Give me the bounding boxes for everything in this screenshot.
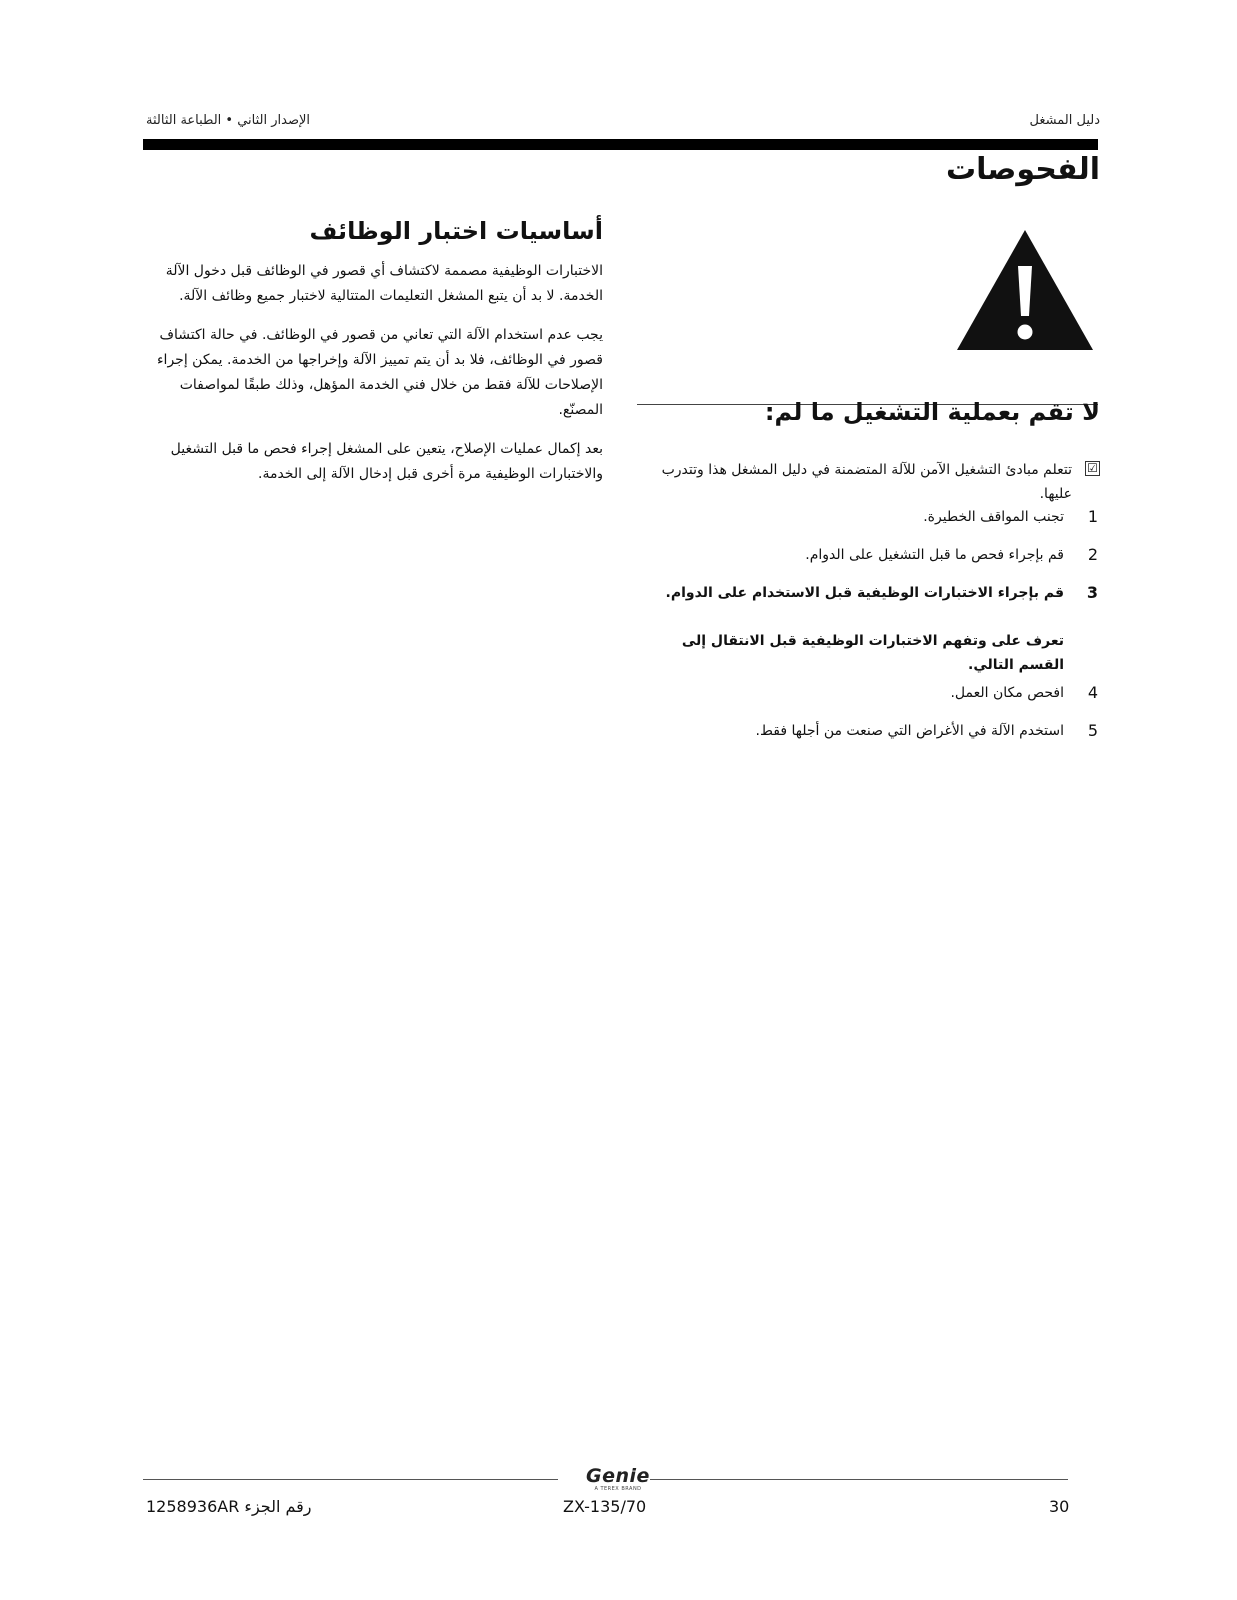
step-number: 2 — [1087, 545, 1098, 564]
step-number: 1 — [1087, 507, 1098, 526]
function-tests-body — [139, 259, 603, 501]
step-number: 3 — [1086, 583, 1098, 602]
do-not-operate-title: لا تقم بعملية التشغيل ما لم: — [764, 398, 1100, 426]
logo-subtext: A TEREX BRAND — [594, 1486, 642, 1492]
genie-logo — [583, 1466, 653, 1492]
step-number: 5 — [1087, 721, 1098, 740]
paragraph: بعد إكمال عمليات الإصلاح، يتعين على المشغل إجراء فحص ما قبل التشغيل والاختبارات الوظيفية مرة أخرى قبل إدخال الآلة إلى الخدمة. — [170, 441, 603, 482]
list-item — [645, 581, 1100, 605]
footer-rule-left — [143, 1479, 558, 1480]
paragraph: الاختبارات الوظيفية مصممة لاكتشاف أي قصور في الوظائف قبل دخول الآلة الخدمة. لا بد أن يتبع المشغل التعليمات المتتالية لاختبار جميع وظائف الآلة. — [165, 263, 603, 304]
list-item — [645, 719, 1100, 743]
checkbox-icon: ☑ — [1085, 461, 1100, 476]
part-number: رقم الجزء 1258936AR — [146, 1497, 312, 1516]
check-item — [645, 458, 1100, 506]
check-item-text: تتعلم مبادئ التشغيل الآمن للآلة المتضمنة في دليل المشغل هذا وتتدرب عليها. — [661, 462, 1072, 502]
step-text: قم بإجراء فحص ما قبل التشغيل على الدوام. — [805, 547, 1064, 563]
list-item — [645, 681, 1100, 705]
step-text: استخدم الآلة في الأغراض التي صنعت من أجلها فقط. — [755, 723, 1064, 739]
page-number: 30 — [1049, 1497, 1070, 1516]
logo-text: Genie — [586, 1465, 650, 1487]
list-item — [645, 505, 1100, 529]
step-text: قم بإجراء الاختبارات الوظيفية قبل الاستخدام على الدوام. — [665, 585, 1064, 601]
page-title: الفحوصات — [946, 152, 1100, 187]
model-number: ZX-135/70 — [563, 1497, 647, 1516]
manual-name: دليل المشغل — [1029, 113, 1100, 128]
step-number: 4 — [1087, 683, 1098, 702]
header-rule — [143, 139, 1098, 150]
edition-info: الإصدار الثاني • الطباعة الثالثة — [146, 113, 311, 128]
warning-triangle-icon — [955, 228, 1095, 352]
list-item — [645, 543, 1100, 567]
note-text: تعرف على وتفهم الاختبارات الوظيفية قبل الانتقال إلى القسم التالي. — [681, 633, 1064, 673]
paragraph: يجب عدم استخدام الآلة التي تعاني من قصور في الوظائف. في حالة اكتشاف قصور في الوظائف، فلا بد أن يتم تمييز الآلة وإخراجها من الخدمة. يمكن إجراء الإصلاحات للآلة فقط من خلال فني الخدمة المؤهل، وذلك طبقًا لمواصفات المصنّع. — [156, 327, 603, 418]
footer-rule-right — [650, 1479, 1068, 1480]
step-text: افحص مكان العمل. — [950, 685, 1064, 701]
step-text: تجنب المواقف الخطيرة. — [923, 509, 1064, 525]
function-tests-title: أساسيات اختبار الوظائف — [309, 217, 603, 245]
